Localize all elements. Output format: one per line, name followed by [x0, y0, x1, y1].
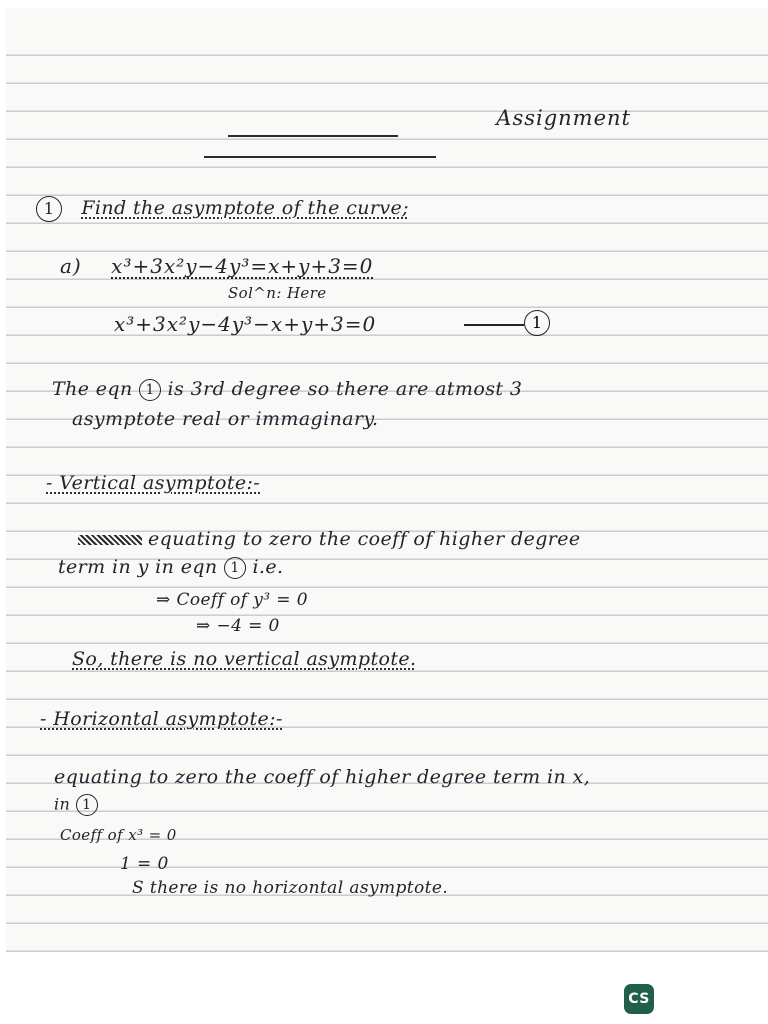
- horizontal-line-2: [54, 794, 98, 816]
- vertical-conclusion: So, there is no vertical asymptote.: [72, 648, 417, 670]
- question-text: Find the asymptote of the curve;: [81, 197, 409, 219]
- horizontal-text-2: in: [54, 794, 71, 814]
- horizontal-tag: 1: [76, 794, 98, 816]
- vertical-text-1: equating to zero the coeff of higher degree: [148, 528, 581, 550]
- horizontal-line-1: equating to zero the coeff of higher degree term in x,: [54, 766, 591, 788]
- equation-tag-line: [464, 324, 524, 326]
- part-a-equation-line: [60, 254, 373, 278]
- camscanner-logo: CS: [624, 984, 654, 1014]
- title-underline: [228, 135, 398, 137]
- vertical-text-2: term in y in eqn: [58, 556, 218, 578]
- rewritten-equation: x³+3x²y−4y³−x+y+3=0: [114, 312, 377, 336]
- part-label: a): [60, 254, 82, 278]
- vertical-line-1: [78, 528, 581, 550]
- horizontal-step-2: 1 = 0: [120, 854, 169, 874]
- degree-middle: is 3rd degree so there are atmost 3: [167, 378, 523, 400]
- vertical-heading: - Vertical asymptote:-: [46, 472, 261, 494]
- vertical-step-2: ⇒ −4 = 0: [196, 616, 280, 636]
- vertical-line-2: [58, 556, 283, 579]
- vertical-tag: 1: [224, 557, 246, 579]
- horizontal-heading: - Horizontal asymptote:-: [40, 708, 283, 730]
- given-equation: x³+3x²y−4y³=x+y+3=0: [111, 254, 374, 278]
- equation-tag: 1: [524, 310, 550, 336]
- degree-tag: 1: [139, 379, 161, 401]
- degree-statement-line: [52, 378, 522, 401]
- solution-label: Sol^n: Here: [228, 284, 327, 302]
- horizontal-conclusion: S there is no horizontal asymptote.: [132, 878, 449, 898]
- crossed-out-word: [78, 535, 142, 545]
- vertical-text-2-suffix: i.e.: [252, 556, 284, 578]
- notebook-page: [6, 8, 768, 952]
- degree-statement-line-2: asymptote real or immaginary.: [72, 408, 379, 430]
- vertical-step-1: ⇒ Coeff of y³ = 0: [156, 590, 308, 610]
- question-line: [36, 196, 409, 222]
- question-number: 1: [36, 196, 62, 222]
- horizontal-step-1: Coeff of x³ = 0: [60, 826, 177, 844]
- degree-prefix: The eqn: [52, 378, 133, 400]
- page-title: Assignment: [496, 106, 631, 130]
- title-double-underline: [204, 156, 436, 158]
